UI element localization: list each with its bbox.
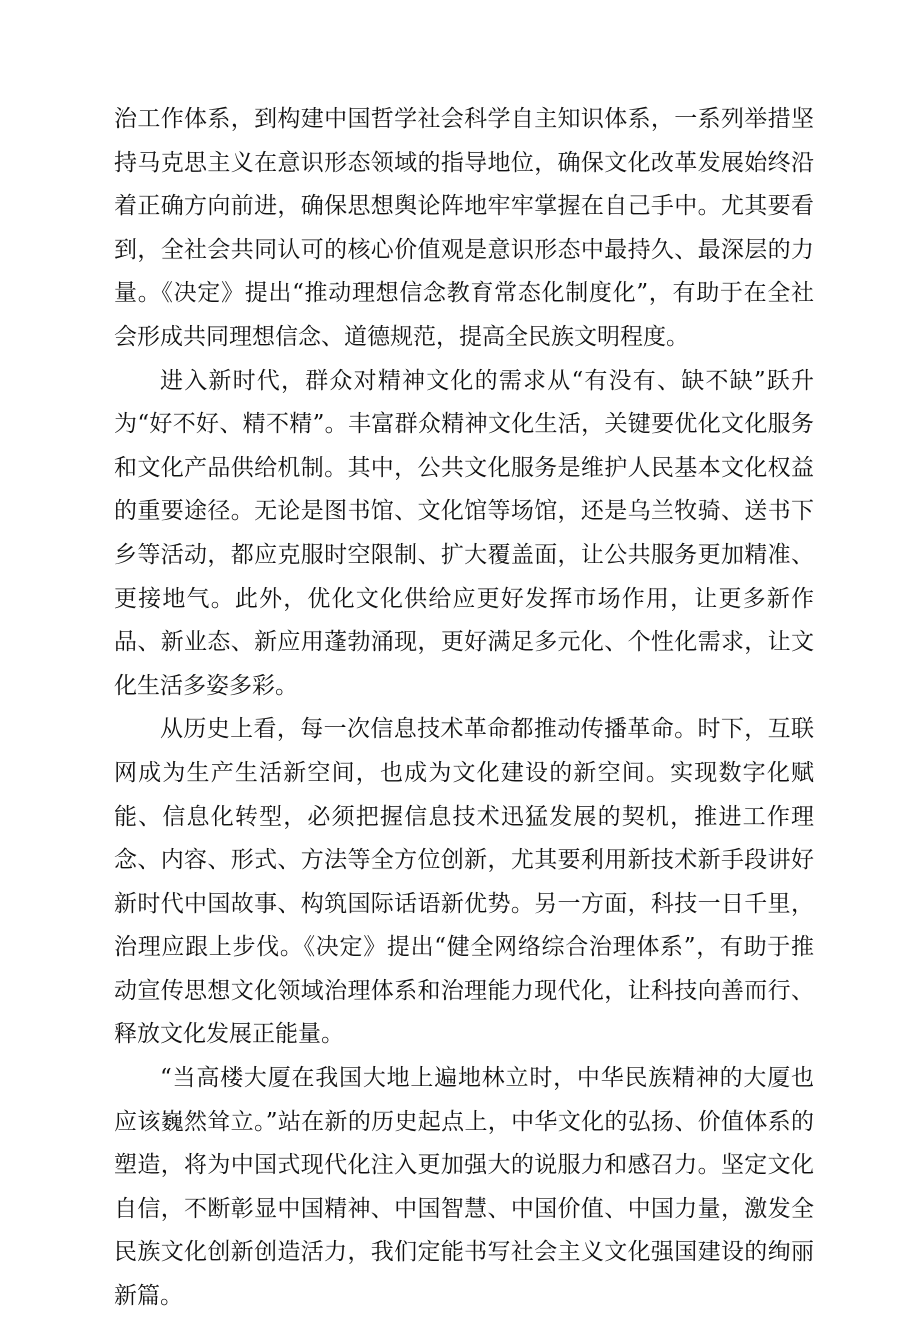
paragraph-2: 进入新时代，群众对精神文化的需求从“有没有、缺不缺”跃升为“好不好、精不精”。丰富群众精神文化生活，关键要优化文化服务和文化产品供给机制。其中，公共文化服务是维护人民基本文化权益的重要途径。无论是图书馆、文化馆等场馆，还是乌兰牧骑、送书下乡等活动，都应克服时空限制、扩大覆盖面，让公共服务更加精准、更接地气。此外，优化文化供给应更好发挥市场作用，让更多新作品、新业态、新应用蓬勃涌现，更好满足多元化、个性化需求，让文化生活多姿多彩。 — [114, 367, 814, 699]
document-body — [114, 98, 814, 1319]
paragraph-3: 从历史上看，每一次信息技术革命都推动传播革命。时下，互联网成为生产生活新空间，也成为文化建设的新空间。实现数字化赋能、信息化转型，必须把握信息技术迅猛发展的契机，推进工作理念、内容、形式、方法等全方位创新，尤其要利用新技术新手段讲好新时代中国故事、构筑国际话语新优势。另一方面，科技一日千里，治理应跟上步伐。《决定》提出“健全网络综合治理体系”，有助于推动宣传思想文化领域治理体系和治理能力现代化，让科技向善而行、释放文化发展正能量。 — [114, 716, 814, 1048]
paragraph-1: 治工作体系，到构建中国哲学社会科学自主知识体系，一系列举措坚持马克思主义在意识形态领域的指导地位，确保文化改革发展始终沿着正确方向前进，确保思想舆论阵地牢牢掌握在自己手中。尤其要看到，全社会共同认可的核心价值观是意识形态中最持久、最深层的力量。《决定》提出“推动理想信念教育常态化制度化”，有助于在全社会形成共同理想信念、道德规范，提高全民族文明程度。 — [114, 106, 814, 350]
paragraph-4: “当高楼大厦在我国大地上遍地林立时，中华民族精神的大厦也应该巍然耸立。”站在新的历史起点上，中华文化的弘扬、价值体系的塑造，将为中国式现代化注入更加强大的说服力和感召力。坚定文化自信，不断彰显中国精神、中国智慧、中国价值、中国力量，激发全民族文化创新创造活力，我们定能书写社会主义文化强国建设的绚丽新篇。 — [114, 1065, 814, 1310]
